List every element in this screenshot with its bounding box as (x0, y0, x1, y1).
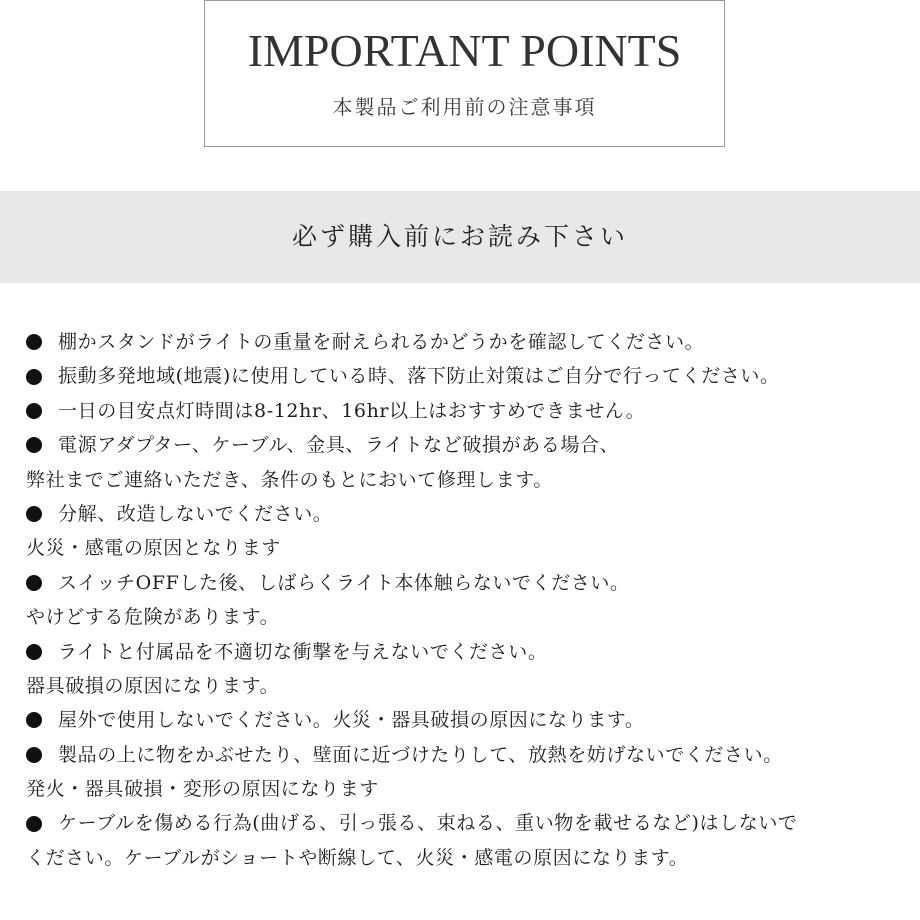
precaution-text: 弊社までご連絡いただき、条件のもとにおいて修理します。 (26, 468, 553, 491)
precaution-line (26, 325, 916, 359)
precaution-line (26, 806, 916, 840)
precaution-text: 製品の上に物をかぶせたり、壁面に近づけたりして、放熱を妨げないでください。 (58, 743, 783, 766)
precaution-line (26, 428, 916, 462)
precaution-line (26, 738, 916, 772)
bullet-icon (26, 437, 42, 453)
precaution-line (26, 566, 916, 600)
bullet-icon (26, 403, 42, 419)
precaution-line (26, 600, 916, 634)
precaution-line (26, 772, 916, 806)
bullet-icon (26, 369, 42, 385)
precautions-list (26, 325, 916, 875)
bullet-icon (26, 644, 42, 660)
precaution-text: 屋外で使用しないでください。火災・器具破損の原因になります。 (58, 709, 645, 732)
precaution-text: 電源アダプター、ケーブル、金具、ライトなど破損がある場合、 (58, 434, 620, 457)
precaution-text: 棚かスタンドがライトの重量を耐えられるかどうかを確認してください。 (58, 331, 705, 353)
bullet-icon (26, 506, 42, 522)
precaution-text: やけどする危険があります。 (26, 606, 280, 629)
bullet-icon (26, 747, 42, 763)
precaution-text: ライトと付属品を不適切な衝撃を与えないでください。 (58, 640, 548, 663)
precaution-text: ケーブルを傷める行為(曲げる、引っ張る、束ねる、重い物を載せるなど)はしないで (58, 812, 798, 835)
precaution-text: 一日の目安点灯時間は8-12hr、16hr以上はおすすめできません。 (58, 399, 646, 422)
precaution-line (26, 359, 916, 393)
precaution-line (26, 635, 916, 669)
bullet-icon (26, 712, 42, 728)
header-box (204, 0, 725, 147)
precaution-text: 振動多発地域(地震)に使用している時、落下防止対策はご自分で行ってください。 (58, 365, 780, 388)
page-title: IMPORTANT POINTS (247, 25, 682, 76)
precaution-text: ください。ケーブルがショートや断線して、火災・感電の原因になります。 (26, 846, 689, 869)
notice-banner-text: 必ず購入前にお読み下さい (291, 222, 628, 251)
precaution-line (26, 497, 916, 531)
notice-banner (0, 191, 920, 283)
precaution-line (26, 669, 916, 703)
precaution-text: 火災・感電の原因となります (26, 537, 281, 560)
bullet-icon (26, 334, 42, 350)
bullet-icon (26, 575, 42, 591)
precaution-line (26, 531, 916, 565)
precaution-line (26, 703, 916, 737)
precaution-text: 分解、改造しないでください。 (58, 502, 333, 525)
precaution-text: スイッチOFFした後、しばらくライト本体触らないでください。 (58, 571, 630, 594)
bullet-icon (26, 816, 42, 832)
precaution-line (26, 463, 916, 497)
precaution-line (26, 394, 916, 428)
precaution-line (26, 841, 916, 875)
page-subtitle: 本製品ご利用前の注意事項 (332, 95, 597, 119)
precaution-text: 器具破損の原因になります。 (26, 674, 280, 697)
precaution-text: 発火・器具破損・変形の原因になります (26, 778, 379, 801)
